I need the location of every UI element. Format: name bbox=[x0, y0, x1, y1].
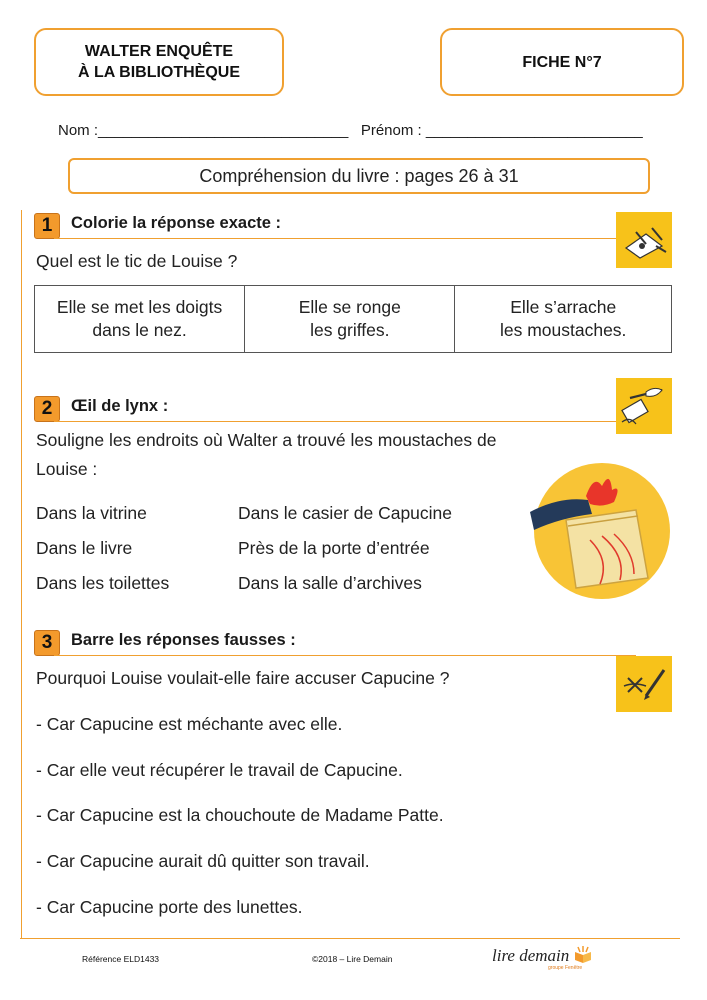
place-livre[interactable]: Dans le livre bbox=[36, 538, 133, 558]
answer-1-line-1: Elle se met les doigts bbox=[56, 297, 223, 317]
logo-text: lire demain bbox=[492, 946, 570, 965]
coloring-icon bbox=[616, 212, 672, 268]
option-4[interactable]: - Car Capucine aurait dû quitter son travail. bbox=[36, 851, 370, 871]
fiche-box bbox=[440, 28, 684, 96]
book-logo-icon bbox=[574, 944, 592, 964]
place-archives[interactable]: Dans la salle d’archives bbox=[238, 573, 422, 593]
nom-label: Nom : bbox=[58, 122, 99, 139]
option-5[interactable]: - Car Capucine porte des lunettes. bbox=[36, 897, 303, 917]
answer-table bbox=[34, 285, 672, 353]
footer-reference: Référence ELD1433 bbox=[82, 954, 160, 964]
section-3-question: Pourquoi Louise voulait-elle faire accuser Capucine ? bbox=[36, 668, 450, 688]
section-2-rule bbox=[54, 421, 636, 422]
section-3-rule bbox=[54, 655, 636, 656]
underline-icon bbox=[616, 378, 672, 434]
section-1-number: 1 bbox=[34, 213, 60, 239]
answer-2-line-2: les griffes. bbox=[310, 320, 390, 340]
title-line-1: WALTER ENQUÊTE bbox=[84, 43, 234, 60]
strike-through-icon bbox=[616, 656, 672, 712]
section-1-title: Colorie la réponse exacte : bbox=[71, 214, 281, 232]
option-2[interactable]: - Car elle veut récupérer le travail de Capucine. bbox=[36, 760, 403, 780]
option-3[interactable]: - Car Capucine est la chouchoute de Madame Patte. bbox=[36, 805, 444, 825]
section-2-number: 2 bbox=[34, 396, 60, 422]
section-1-rule bbox=[54, 238, 636, 239]
answer-3-line-1: Elle s’arrache bbox=[510, 297, 617, 317]
answer-cell-2[interactable] bbox=[245, 286, 455, 353]
answer-2-line-1: Elle se ronge bbox=[298, 297, 401, 317]
evidence-bag-illustration bbox=[530, 460, 672, 602]
answer-3-line-2: les moustaches. bbox=[499, 320, 627, 340]
section-2-instruction-1: Souligne les endroits où Walter a trouvé les moustaches de bbox=[36, 430, 497, 450]
answer-cell-3[interactable] bbox=[455, 286, 672, 353]
section-3-number: 3 bbox=[34, 630, 60, 656]
place-vitrine[interactable]: Dans la vitrine bbox=[36, 503, 147, 523]
place-casier[interactable]: Dans le casier de Capucine bbox=[238, 503, 453, 523]
place-toilettes[interactable]: Dans les toilettes bbox=[36, 573, 170, 593]
comprehension-banner bbox=[68, 158, 650, 194]
comprehension-text: Compréhension du livre : pages 26 à 31 bbox=[199, 165, 519, 186]
prenom-label: Prénom : bbox=[360, 122, 422, 139]
section-2-title: Œil de lynx : bbox=[71, 397, 169, 415]
logo-subtext: groupe Fenêtre bbox=[548, 965, 583, 971]
title-line-2: À LA BIBLIOTHÈQUE bbox=[77, 64, 241, 81]
prenom-field[interactable]: __________________________ bbox=[425, 122, 643, 139]
title-box bbox=[34, 28, 284, 96]
section-1-question: Quel est le tic de Louise ? bbox=[36, 251, 238, 271]
answer-1-line-2: dans le nez. bbox=[92, 320, 187, 340]
option-1[interactable]: - Car Capucine est méchante avec elle. bbox=[36, 714, 343, 734]
footer-rule bbox=[20, 938, 680, 939]
place-porte[interactable]: Près de la porte d’entrée bbox=[238, 538, 430, 558]
nom-field[interactable]: ______________________________ bbox=[98, 122, 349, 139]
left-margin-rule bbox=[21, 210, 22, 938]
section-2-instruction-2: Louise : bbox=[36, 459, 98, 479]
fiche-number: FICHE N°7 bbox=[522, 53, 602, 71]
answer-cell-1[interactable] bbox=[35, 286, 245, 353]
section-3-title: Barre les réponses fausses : bbox=[71, 631, 296, 649]
name-line bbox=[58, 122, 643, 139]
footer-copyright: ©2018 – Lire Demain bbox=[312, 954, 393, 964]
